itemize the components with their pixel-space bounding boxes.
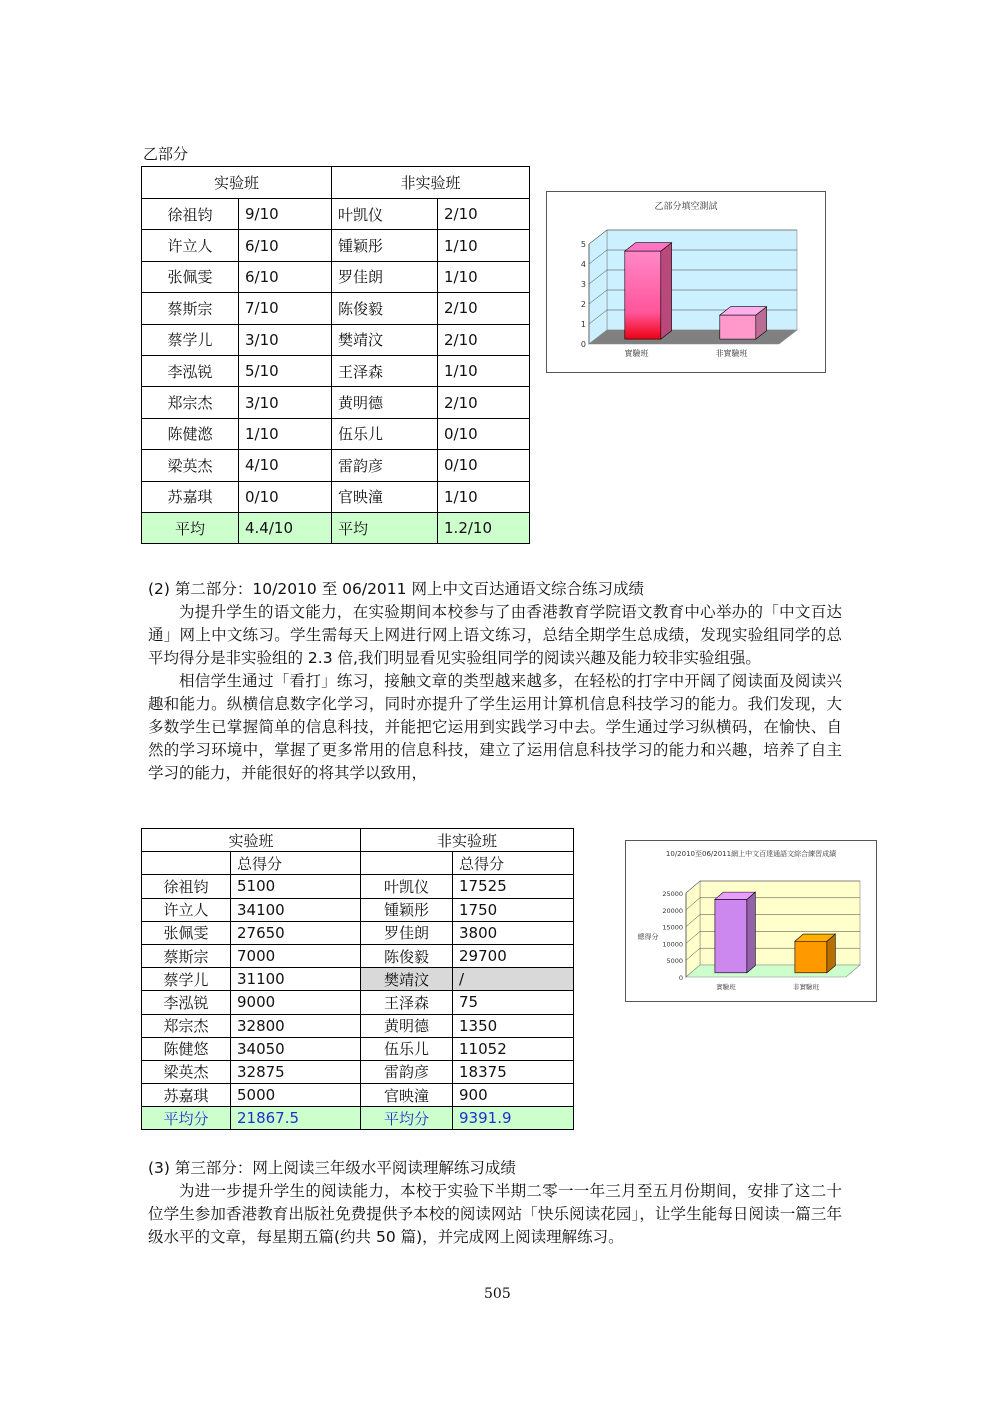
y-tick-label: 3 [580,280,586,289]
table-row [142,898,574,921]
student-name: 张佩雯 [142,261,239,292]
part-b-table [141,166,530,544]
student-name: 叶凯仪 [361,875,453,898]
chart-ylabel: 總得分 [637,933,659,941]
student-name: 王泽森 [332,355,438,386]
part-b-label: 乙部分 [143,145,189,163]
y-tick-label: 5 [580,240,586,249]
table-row [142,875,574,898]
student-name: 黄明德 [332,387,438,418]
chart-floor [589,330,797,344]
score-cell: 6/10 [239,230,332,261]
score-cell: 31100 [231,968,361,991]
bar [625,251,661,339]
score-cell: 1/10 [239,418,332,449]
student-name: 樊靖汶 [332,324,438,355]
student-name: 官映潼 [332,481,438,512]
score-cell: 17525 [453,875,574,898]
score-cell: 32875 [231,1060,361,1083]
avg-value: 9391.9 [453,1107,574,1130]
y-tick-label: 10000 [662,940,683,949]
table-row [142,418,530,449]
table-row [142,324,530,355]
student-name: 许立人 [142,230,239,261]
avg-label: 平均分 [361,1107,453,1130]
avg-value: 1.2/10 [438,512,530,543]
student-name: 梁英杰 [142,450,239,481]
student-name: 蔡斯宗 [142,293,239,324]
chart-title: 10/2010至06/2011網上中文百達通語文綜合練習成績 [665,850,837,858]
student-name: 苏嘉琪 [142,481,239,512]
blank-cell [142,852,231,875]
student-name: 蔡学儿 [142,324,239,355]
score-cell: 32800 [231,1014,361,1037]
y-tick-label: 25000 [662,890,683,898]
score-cell: 4/10 [239,450,332,481]
student-name: 雷韵彦 [361,1060,453,1083]
score-cell: 3800 [453,921,574,944]
student-name: 樊靖汶 [361,968,453,991]
part-2-chart [625,840,877,1002]
score-cell: 1350 [453,1014,574,1037]
y-tick-label: 2 [580,300,586,309]
score-cell: 1/10 [438,481,530,512]
student-name: 雷韵彦 [332,450,438,481]
student-name: 王泽森 [361,991,453,1014]
table-row [142,261,530,292]
score-cell: 5000 [231,1084,361,1107]
x-tick-label: 實驗班 [624,349,649,358]
avg-value: 4.4/10 [239,512,332,543]
avg-label: 平均 [332,512,438,543]
score-cell: 3/10 [239,387,332,418]
table-row [142,921,574,944]
score-cell: 75 [453,991,574,1014]
total-score-header: 总得分 [231,852,361,875]
table-row [142,481,530,512]
score-cell: 1750 [453,898,574,921]
section-2-paragraph: 相信学生通过「看打」练习，接触文章的类型越来越多，在轻松的打字中开阔了阅读面及阅读兴趣和能力。纵横信息数字化学习，同时亦提升了学生运用计算机信息科技学习的能力。我们发现，大多数学生已掌握简单的信息科技，并能把它运用到实践学习中去。学生通过学习纵横码，在愉快、自然的学习环境中，掌握了更多常用的信息科技，建立了运用信息科技学习的能力和兴趣，培养了自主学习的能力，并能很好的将其学以致用， [148,672,842,782]
avg-label: 平均 [142,512,239,543]
table-row [142,1060,574,1083]
student-name: 陈健滺 [142,418,239,449]
table-row [142,1037,574,1060]
total-score-header: 总得分 [453,852,574,875]
score-cell: 3/10 [239,324,332,355]
bar-side [747,892,755,973]
section-2 [148,578,842,785]
student-name: 梁英杰 [142,1060,231,1083]
score-cell: 18375 [453,1060,574,1083]
section-3-paragraph: 为进一步提升学生的阅读能力，本校于实验下半期二零一一年三月至五月份期间，安排了这二十位学生参加香港教育出版社免费提供予本校的阅读网站「快乐阅读花园」，让学生能每日阅读一篇三年级水平的文章，每星期五篇(约共 50 篇)，并完成网上阅读理解练习。 [148,1182,842,1246]
y-tick-label: 1 [580,320,586,329]
student-name: 徐祖钧 [142,875,231,898]
score-cell: 900 [453,1084,574,1107]
blank-cell [361,852,453,875]
student-name: 蔡斯宗 [142,944,231,967]
student-name: 伍乐儿 [361,1037,453,1060]
student-name: 郑宗杰 [142,387,239,418]
student-name: 张佩雯 [142,921,231,944]
student-name: 李泓锐 [142,991,231,1014]
non-exp-class-header: 非实验班 [332,167,530,199]
score-cell: 29700 [453,944,574,967]
part-2-table [141,828,574,1130]
exp-class-header: 实验班 [142,829,361,852]
score-cell: 5/10 [239,355,332,386]
bar [795,941,827,973]
exp-class-header: 实验班 [142,167,332,199]
table-row [142,1084,574,1107]
y-tick-label: 15000 [662,923,683,932]
score-cell: 11052 [453,1037,574,1060]
table-row [142,1014,574,1037]
table-row [142,230,530,261]
part-b-chart [546,191,826,373]
score-cell: 9/10 [239,199,332,230]
student-name: 徐祖钧 [142,199,239,230]
score-cell: 34050 [231,1037,361,1060]
student-name: 陈健悠 [142,1037,231,1060]
student-name: 官映潼 [361,1084,453,1107]
score-cell: 6/10 [239,261,332,292]
bar [715,899,747,972]
score-cell: 1/10 [438,355,530,386]
score-cell: 5100 [231,875,361,898]
score-cell: 2/10 [438,199,530,230]
score-cell: 7000 [231,944,361,967]
table-row [142,387,530,418]
section-2-paragraph: 为提升学生的语文能力，在实验期间本校参与了由香港教育学院语文教育中心举办的「中文百达通」网上中文练习。学生需每天上网进行网上语文练习，总结全期学生总成绩，发现实验组同学的总平均得分是非实验组的 2.3 倍,我们明显看见实验组同学的阅读兴趣及能力较非实验组强。 [148,603,842,667]
y-tick-label: 0 [678,974,683,982]
student-name: 伍乐儿 [332,418,438,449]
table-row [142,355,530,386]
student-name: 蔡学儿 [142,968,231,991]
student-name: 陈俊毅 [332,293,438,324]
student-name: 苏嘉琪 [142,1084,231,1107]
y-tick-label: 4 [580,260,586,269]
bar-side [661,243,672,339]
chart-title: 乙部分填空測試 [654,202,718,212]
score-cell: 0/10 [239,481,332,512]
section-3-heading: (3) 第三部分：网上阅读三年级水平阅读理解练习成绩 [148,1159,516,1177]
y-tick-label: 5000 [666,957,683,966]
student-name: 锺颖彤 [361,898,453,921]
score-cell: 0/10 [438,450,530,481]
student-name: 黄明德 [361,1014,453,1037]
score-cell: 7/10 [239,293,332,324]
score-cell: 2/10 [438,324,530,355]
score-cell: 27650 [231,921,361,944]
score-cell: 9000 [231,991,361,1014]
chart-side-wall [686,881,700,977]
student-name: 罗佳朗 [332,261,438,292]
table-row [142,968,574,991]
table-row [142,944,574,967]
bar [720,315,756,339]
student-name: 李泓锐 [142,355,239,386]
student-name: 叶凯仪 [332,199,438,230]
y-tick-label: 0 [580,340,586,349]
y-tick-label: 20000 [662,906,683,915]
table-row [142,199,530,230]
section-2-heading: (2) 第二部分：10/2010 至 06/2011 网上中文百达通语文综合练习成绩 [148,580,644,598]
score-cell: 0/10 [438,418,530,449]
avg-label: 平均分 [142,1107,231,1130]
score-cell: 2/10 [438,387,530,418]
score-cell: 2/10 [438,293,530,324]
non-exp-class-header: 非实验班 [361,829,574,852]
x-tick-label: 非實驗班 [793,983,819,991]
avg-value: 21867.5 [231,1107,361,1130]
table-row [142,293,530,324]
x-tick-label: 實驗班 [716,983,736,991]
student-name: 陈俊毅 [361,944,453,967]
student-name: 锺颖彤 [332,230,438,261]
table-row [142,450,530,481]
chart-side-wall [589,230,607,344]
score-cell: 1/10 [438,230,530,261]
student-name: 罗佳朗 [361,921,453,944]
score-cell: 34100 [231,898,361,921]
page-number: 505 [484,1286,511,1302]
student-name: 郑宗杰 [142,1014,231,1037]
x-tick-label: 非實驗班 [715,349,748,358]
score-cell: 1/10 [438,261,530,292]
table-row [142,991,574,1014]
section-3 [148,1157,842,1249]
student-name: 许立人 [142,898,231,921]
score-cell: / [453,968,574,991]
